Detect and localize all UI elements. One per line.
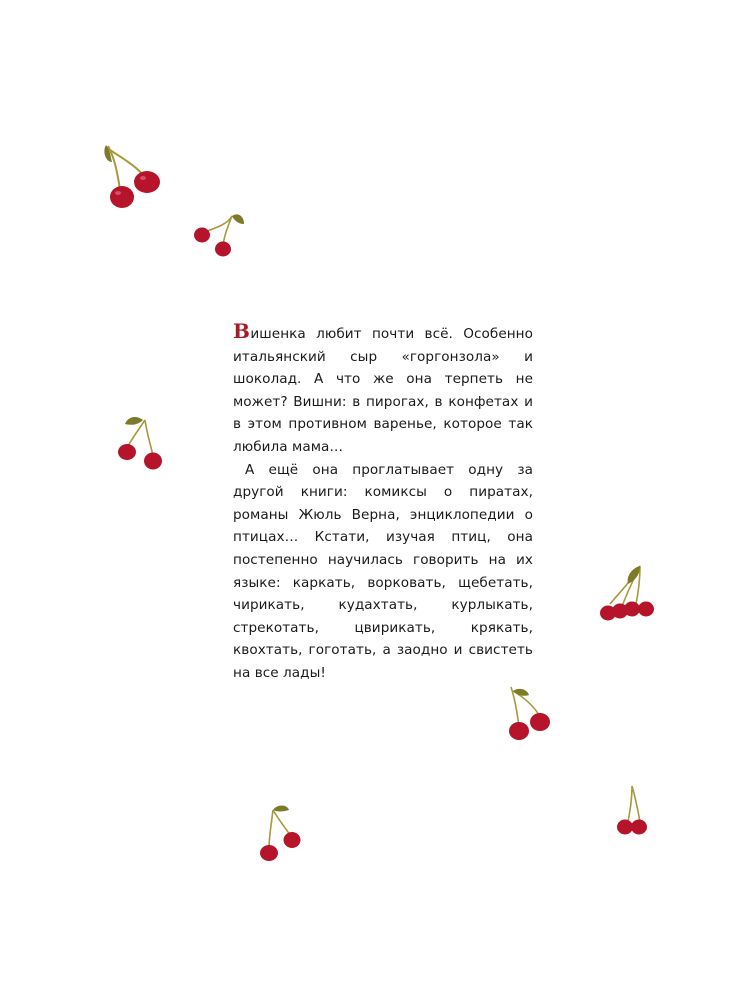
paragraph-2: А ещё она проглатывает одну за другой книги: комиксы о пиратах, романы Жюль Верна, энциклопедии о птицах… Кстати, изучая птиц, она постепенно научилась говорить на их языке: каркать, ворковать, щебетать, чирикать, кудахтать, курлыкать, стрекотать, цвирикать, крякать, квохтать, гоготать, а заодно и свистеть на все лады! xyxy=(233,461,533,681)
paragraph-1-text: ишенка любит почти всё. Особенно итальянский сыр «горгонзола» и шоколад. А что же она терпеть не может? Вишни: в пирогах, в конфетах и в этом противном варенье, которое так любила мама… xyxy=(233,326,533,455)
drop-cap: В xyxy=(233,319,251,343)
cherry-icon xyxy=(596,560,660,626)
cherry-icon xyxy=(255,802,307,864)
cherry-icon xyxy=(98,140,168,215)
paragraph-1 xyxy=(233,319,533,459)
cherry-icon xyxy=(503,683,559,743)
story-text xyxy=(233,319,533,685)
cherry-icon xyxy=(190,208,250,260)
cherry-icon xyxy=(610,782,650,838)
cherry-icon xyxy=(113,412,169,474)
